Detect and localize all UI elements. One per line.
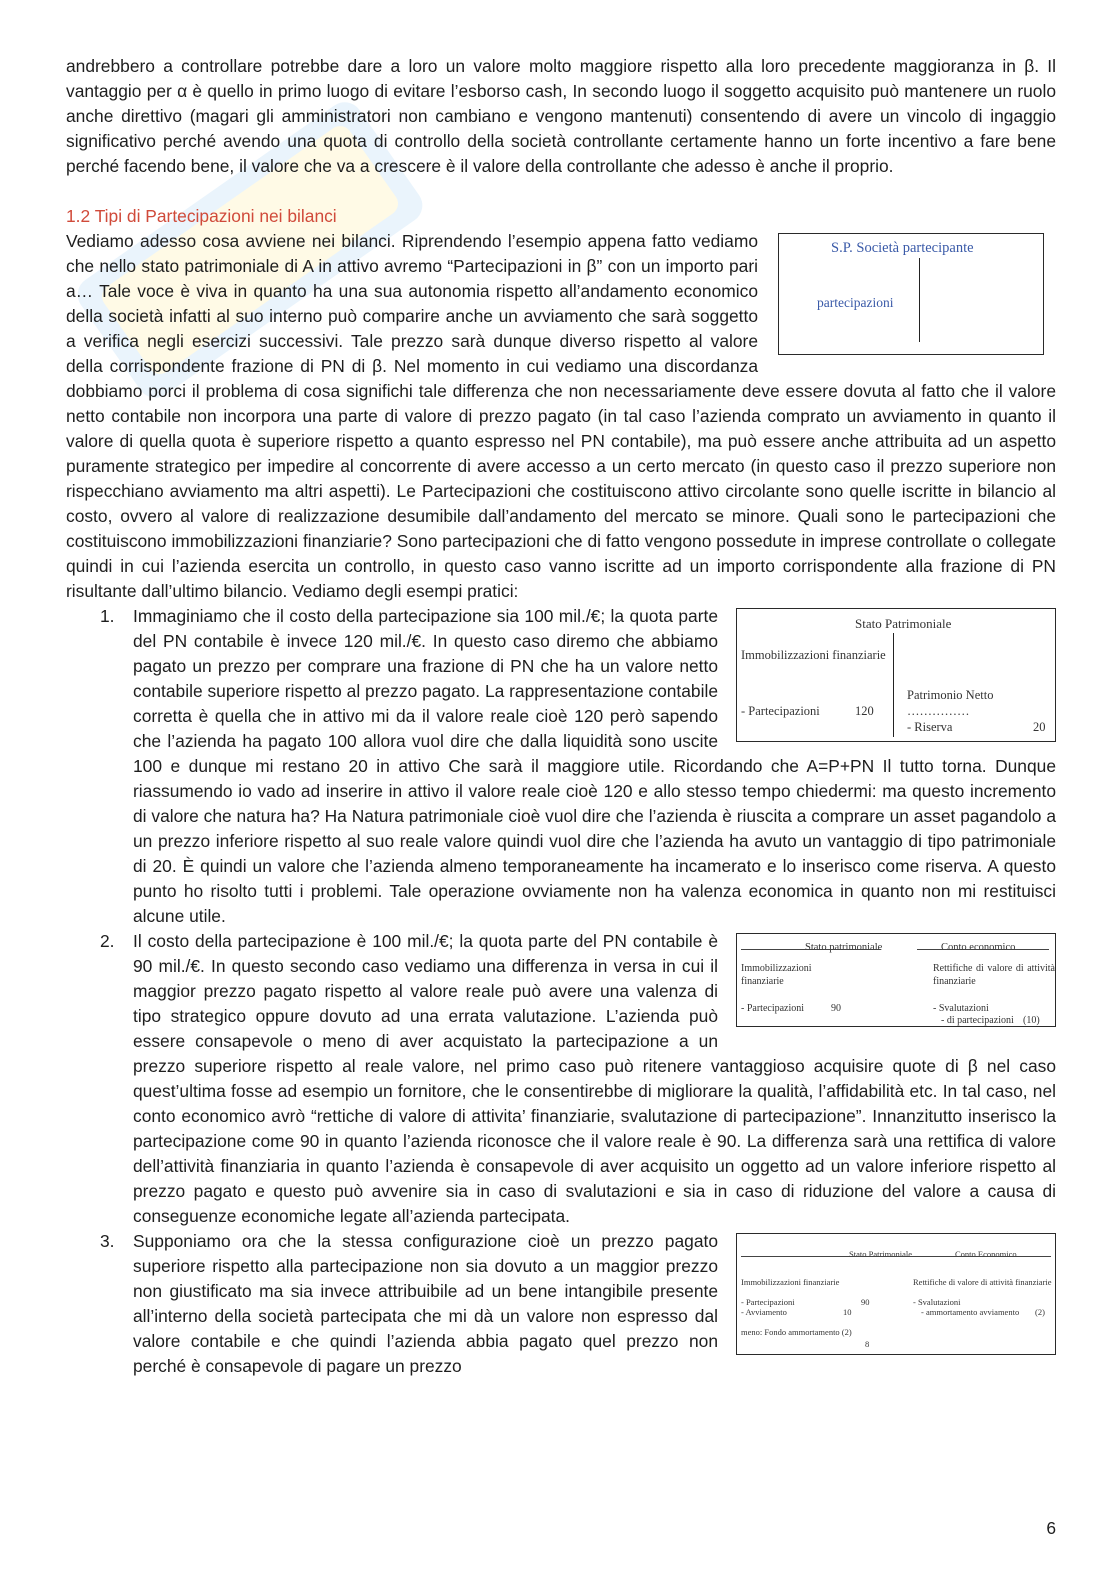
figure-right-item: - Riserva <box>907 720 953 734</box>
list-item-text: Immaginiamo che il costo della partecipazione sia 100 mil./€; la quota parte del PN contabile è invece 120 mil./€. In questo caso diremo che abbiamo pagato un prezzo per comprare una frazione di PN che ha un valore netto contabile superiore rispetto al prezzo pagato. La rappresentazione contabile corretta è quella che in attivo mi da il valore reale cioè 120 però sapendo che l’azienda ha pagato 100 allora vuol dire che dalla liquidità sono uscite 100 e dunque mi restano 20 in attivo Che sarà il maggiore utile. Ricordando che A=P+PN Il tutto torna. Dunque riassumendo io vado ad inserire in attivo il valore reale cioè 120 e allo stesso tempo chiedermi: ma questo incremento di valore che natura ha? Ha Natura patrimoniale cioè vuol dire che l’azienda è riuscita a comprare un asset pagandolo a un prezzo inferiore rispetto al suo reale valore quindi vuol dire che l’azienda ha avuto un vantaggio di tipo patrimoniale di 20. È quindi un valore che l’azienda almeno temporaneamente ha incamerato e lo inserisco come riserva. A questo punto ho risolto tutti i problemi. Tale operazione ovviamente non ha valenza economica in quanto non mi restituisci alcune utile. <box>133 606 1056 926</box>
figure-sp-ce-3 <box>736 1233 1056 1355</box>
figure-left-value-2: 10 <box>843 1307 852 1317</box>
list-item-3 <box>66 1229 1056 1379</box>
figure-right-head: Rettifiche di valore di attività finanziarie <box>933 963 1055 987</box>
figure-left-item: - Partecipazioni <box>741 704 820 718</box>
paragraph-text: Vediamo adesso cosa avviene nei bilanci. Riprendendo l’esempio appena fatto vediamo che nello stato patrimoniale di A in attivo avremo “Partecipazioni in β” con un importo pari a… Tale voce è viva in quanto ha una sua autonomia rispetto all’andamento economico della società infatti al suo interno può comparire anche un avviamento che sarà soggetto a verifica negli esercizi successivi. Tale prezzo sarà dunque diverso rispetto al valore della corrispondente frazione di PN di β. Nel momento in cui vediamo una discordanza dobbiamo porci il problema di cosa significhi tale differenza che non necessariamente deve essere dovuta al fatto che il valore netto contabile non incorpora una parte di valore di prezzo pagato (in tal caso l’azienda comprato un avviamento in quanto il valore di quella quota è superiore rispetto a quanto espresso nel PN contabile), ma può essere anche attribuita ad un aspetto puramente strategico per impedire al concorrente di avere accesso a un certo mercato (in questo caso il prezzo superiore non rispecchiano avviamento ma altri aspetti). Le Partecipazioni che costituiscono attivo circolante sono quelle iscritte in bilancio al costo, ovvero al valore di realizzazione desumibile dall’andamento del mercato se minore. Quali sono le partecipazioni che costituiscono immobilizzazioni finanziarie? Sono partecipazioni che di fatto vengono possedute in imprese controllate o collegate quindi in cui l’azienda esercita un controllo, in questo caso vanno iscritte ad un importo corrispondente alla frazione di PN risultante dall’ultimo bilancio. Vediamo degli esempi pratici: <box>66 231 1056 601</box>
figure-title-right: Conto Economico <box>955 1249 1017 1259</box>
list-item-text: Supponiamo ora che la stessa configurazione cioè un prezzo pagato superiore rispetto alla partecipazione non sia dovuto a un maggior prezzo non giustificato ma sia invece attribuibile ad un bene intangibile presente all’interno della società partecipata che mi dà un valore non espresso dal valore contabile e che quindi l’azienda abbia pagato quel prezzo non perché è consapevole di pagare un prezzo <box>133 1231 718 1376</box>
paragraph-bilanci <box>66 229 1056 604</box>
figure-left-item-2: - Avviamento <box>741 1307 787 1317</box>
figure-left-item-3: meno: Fondo ammortamento (2) <box>741 1327 852 1337</box>
figure-right-dots: …………… <box>907 704 970 718</box>
figure-right-head: Patrimonio Netto <box>907 688 994 702</box>
figure-left-item: - Partecipazioni <box>741 1003 805 1014</box>
document-page <box>66 54 1056 1379</box>
figure-stato-patrimoniale-1 <box>736 608 1056 742</box>
section-heading: 1.2 Tipi di Partecipazioni nei bilanci <box>66 206 337 226</box>
figure-left-head: Immobilizzazioni finanziarie <box>741 648 886 662</box>
figure-left-value-1: 90 <box>861 1297 870 1307</box>
list-item-2 <box>66 929 1056 1229</box>
figure-left-head: Immobilizzazioni finanziarie <box>741 963 812 987</box>
figure-right-value: 20 <box>1033 720 1046 734</box>
figure-right-value: (10) <box>1023 1015 1040 1026</box>
page-number: 6 <box>1046 1518 1056 1538</box>
figure-right-item: - Svalutazioni <box>913 1297 961 1307</box>
list-number: 2. <box>100 931 115 951</box>
figure-right-head: Rettifiche di valore di attività finanziarie <box>913 1277 1052 1287</box>
figure-right-item: - Svalutazioni <box>933 1003 989 1014</box>
figure-title-left: Stato Patrimoniale <box>849 1249 913 1259</box>
figure-right-sub: - di partecipazioni <box>941 1015 1014 1026</box>
paragraph-intro: andrebbero a controllare potrebbe dare a loro un valore molto maggiore rispetto alla loro precedente maggioranza in β. Il vantaggio per α è quello in primo luogo di evitare l’esborso cash, In secondo luogo il soggetto acquisito può mantenere un ruolo anche direttivo (magari gli amministratori non cambiano e vengono mantenuti) consentendo di avere un vincolo di ingaggio significativo perché avendo una quota di controllo della società controllante certamente hanno un forte incentivo a fare bene perché facendo bene, il valore che va a crescere è il valore della controllante che adesso è anche il proprio. <box>66 56 1056 176</box>
figure-right-value: (2) <box>1035 1307 1045 1317</box>
figure-title: S.P. Società partecipante <box>831 240 974 256</box>
figure-sp-partecipante <box>778 233 1044 355</box>
figure-left-item-1: - Partecipazioni <box>741 1297 795 1307</box>
list-number: 3. <box>100 1231 115 1251</box>
list-item-1 <box>66 604 1056 929</box>
figure-left-value-3: 8 <box>865 1339 870 1349</box>
figure-left-value: 90 <box>831 1003 841 1014</box>
figure-sp-ce-2 <box>736 933 1056 1027</box>
figure-left-value: 120 <box>855 704 874 718</box>
figure-left-head: Immobilizzazioni finanziarie <box>741 1277 840 1287</box>
figure-title: Stato Patrimoniale <box>855 616 952 631</box>
figure-title-left: Stato patrimoniale <box>805 942 883 953</box>
figure-title-right: Conto economico <box>941 942 1016 953</box>
list-number: 1. <box>100 606 115 626</box>
list-item-text: Il costo della partecipazione è 100 mil./€; la quota parte del PN contabile è 90 mil./€. In questo secondo caso vediamo una differenza in versa in cui il maggior prezzo pagato rispetto al valore reale può avere una valenza di tipo strategico oppure dovuto ad una errata valutazione. L’azienda può essere consapevole o meno di aver acquistato la partecipazione a un prezzo superiore rispetto al reale valore, nel primo caso può ritenere vantaggioso acquisire quote di β nel caso quest’ultima fosse ad esempio un fornitore, che le consentirebbe di migliorare la qualità, l’affidabilità etc. In tal caso, nel conto economico avrò “rettiche di valore di attivita’ finanziarie, svalutazione di partecipazione”. Innanzitutto inserisco la partecipazione come 90 in quanto l’azienda riconosce che il valore reale è 90. La differenza sarà una rettifica di valore dell’attività finanziaria in quanto l’azienda è consapevole di aver acquisito un oggetto ad un valore inferiore rispetto al prezzo pagato e questo può avvenire sia in caso di svalutazioni e sia in caso di riduzione del valore a causa di conseguenze economiche legate all’azienda partecipata. <box>133 931 1056 1226</box>
figure-right-sub: - ammortamento avviamento <box>921 1307 1020 1317</box>
figure-label-partecipazioni: partecipazioni <box>817 295 894 310</box>
